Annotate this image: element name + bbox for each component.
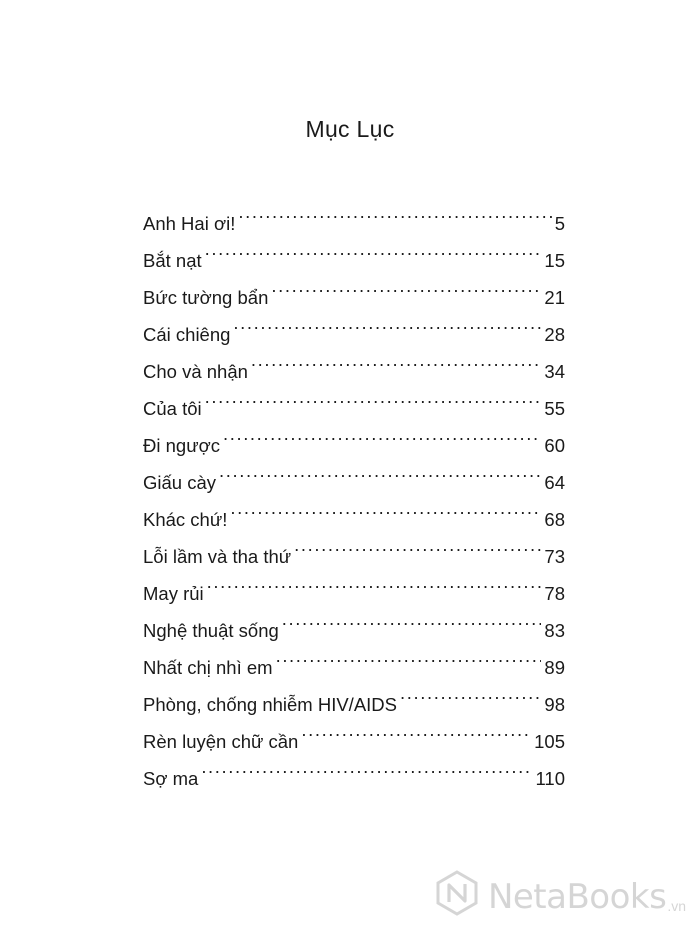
toc-entry-title: Cho và nhận <box>143 361 248 382</box>
toc-entry-page: 73 <box>544 546 565 567</box>
toc-entry-title: Khác chứ! <box>143 509 228 530</box>
watermark-suffix: .vn <box>667 898 686 914</box>
toc-entry-title: Cái chiêng <box>143 324 231 345</box>
toc-entry <box>143 748 565 789</box>
dot-leader <box>233 304 541 341</box>
toc-entry-page: 98 <box>544 694 565 715</box>
dot-leader <box>238 193 551 230</box>
dot-leader <box>276 637 542 674</box>
dot-leader <box>219 452 541 489</box>
toc-entry-title: May rủi <box>143 583 204 604</box>
toc-entry-page: 60 <box>544 435 565 456</box>
netabooks-logo-icon <box>434 870 480 916</box>
toc-entry-page: 64 <box>544 472 565 493</box>
toc-entry-title: Phòng, chống nhiễm HIV/AIDS <box>143 694 398 715</box>
dot-leader <box>207 563 542 600</box>
page-title: Mục Lục <box>305 116 395 142</box>
toc-entry-title: Bắt nạt <box>143 250 202 271</box>
toc-entry <box>143 563 565 604</box>
table-of-contents <box>143 193 565 789</box>
watermark-brand: NetaBooks <box>487 877 667 917</box>
toc-entry-page: 21 <box>544 287 565 308</box>
toc-entry-page: 55 <box>544 398 565 419</box>
toc-entry-title: Sợ ma <box>143 768 199 789</box>
toc-entry <box>143 378 565 419</box>
toc-entry-title: Giấu cày <box>143 472 217 493</box>
toc-entry <box>143 415 565 456</box>
toc-entry <box>143 230 565 271</box>
dot-leader <box>271 267 541 304</box>
toc-entry-page: 78 <box>544 583 565 604</box>
dot-leader <box>205 230 542 267</box>
toc-entry <box>143 267 565 308</box>
toc-entry-page: 89 <box>544 657 565 678</box>
dot-leader <box>251 341 542 378</box>
toc-entry <box>143 600 565 641</box>
dot-leader <box>294 526 541 563</box>
toc-entry-page: 15 <box>544 250 565 271</box>
dot-leader <box>223 415 541 452</box>
toc-entry-title: Lỗi lầm và tha thứ <box>143 546 292 567</box>
dot-leader <box>400 674 541 711</box>
toc-entry-title: Nghệ thuật sống <box>143 620 279 641</box>
toc-entry-page: 28 <box>544 324 565 345</box>
toc-entry-page: 105 <box>534 731 565 752</box>
toc-entry-title: Đi ngược <box>143 435 220 456</box>
toc-entry-title: Nhất chị nhì em <box>143 657 273 678</box>
dot-leader <box>201 748 532 785</box>
dot-leader <box>205 378 542 415</box>
toc-entry-title: Rèn luyện chữ cần <box>143 731 299 752</box>
toc-entry <box>143 193 565 234</box>
toc-entry-title: Anh Hai ơi! <box>143 213 236 234</box>
toc-entry-title: Của tôi <box>143 398 202 419</box>
toc-entry-page: 83 <box>544 620 565 641</box>
dot-leader <box>230 489 541 526</box>
toc-entry-page: 110 <box>535 768 565 789</box>
toc-entry-page: 5 <box>554 213 565 234</box>
dot-leader <box>282 600 542 637</box>
watermark <box>434 870 686 916</box>
toc-entry-title: Bức tường bẩn <box>143 287 269 308</box>
dot-leader <box>301 711 531 748</box>
toc-entry-page: 34 <box>544 361 565 382</box>
toc-entry-page: 68 <box>544 509 565 530</box>
